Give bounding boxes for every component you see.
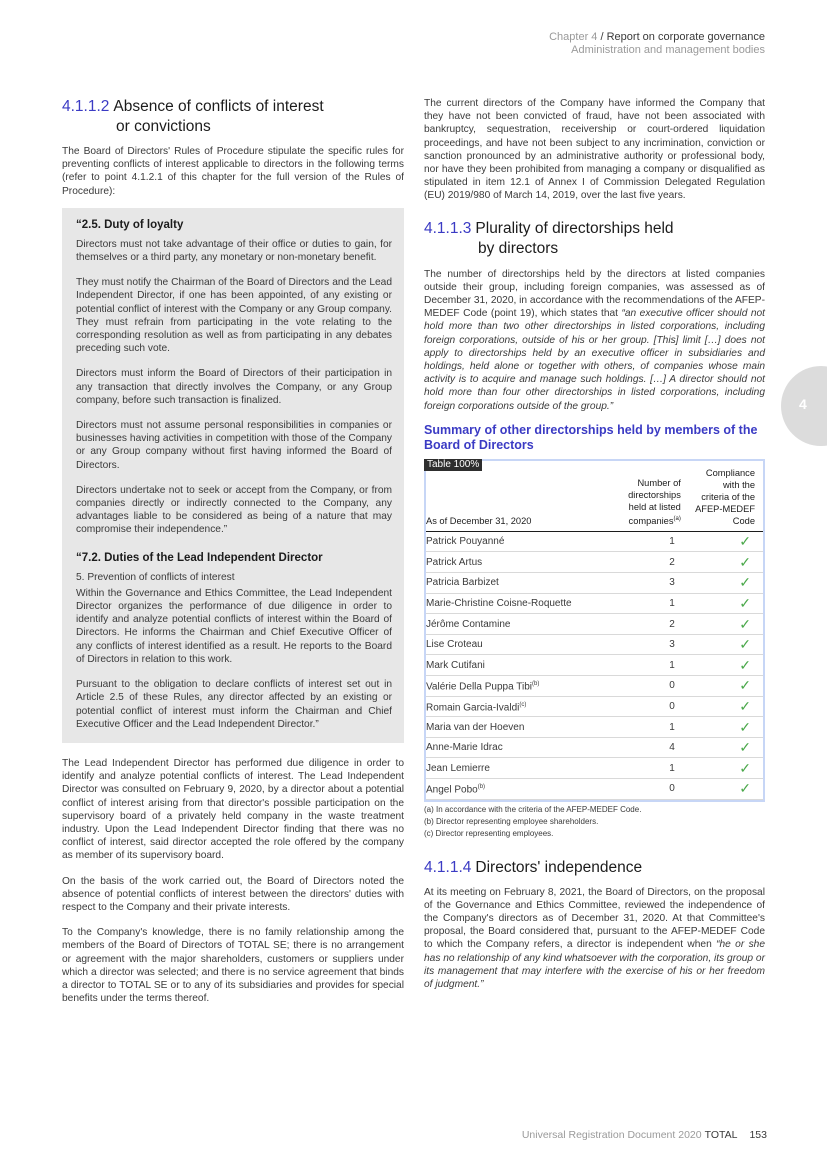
header-footnote-a: (a) <box>673 515 681 522</box>
quote-heading-lead-director: “7.2. Duties of the Lead Independent Director <box>76 551 323 564</box>
body-text: The number of directorships held by the directors at listed companies outside their group, including foreign companies, was assessed as of December 31, 2020, in accordance with the recommendations of the AFEP-MEDEF Code (point 19), which states that <box>424 268 765 320</box>
check-icon: ✓ <box>689 655 763 676</box>
table-row <box>426 552 763 573</box>
table-row <box>426 655 763 676</box>
section-title-line1: Absence of conflicts of interest <box>113 98 324 115</box>
header-compliance-l1: Compliance <box>705 467 755 478</box>
table-row <box>426 634 763 655</box>
footer-brand: TOTAL <box>704 1129 738 1141</box>
director-footnote: (c) <box>519 701 527 708</box>
chapter-title: Report on corporate governance <box>606 31 765 43</box>
directorship-count: 1 <box>615 655 689 676</box>
chapter-label: Chapter 4 <box>549 31 598 43</box>
check-icon: ✓ <box>689 737 763 758</box>
table-tag: Table 100% <box>424 459 482 471</box>
section-title: Directors' independence <box>475 858 643 876</box>
directorship-count: 1 <box>615 593 689 614</box>
header-directorships-l2: directorships <box>628 489 681 500</box>
directorship-count: 3 <box>615 573 689 594</box>
footer-document-name: Universal Registration Document 2020 <box>521 1129 702 1141</box>
check-icon: ✓ <box>689 717 763 738</box>
section-number: 4.1.1.2 <box>62 98 110 115</box>
directorship-count: 1 <box>615 717 689 738</box>
director-name: Valérie Della Puppa Tibi <box>426 681 532 693</box>
table-row <box>426 717 763 738</box>
director-name-cell <box>426 778 615 799</box>
check-icon: ✓ <box>689 552 763 573</box>
quote-paragraph: Directors must inform the Board of Directors of their participation in any transaction that directly involves the Company, or any Group company, before such transaction is finalized. <box>76 368 392 406</box>
director-name: Angel Pobo <box>426 784 478 796</box>
directorship-count: 0 <box>615 676 689 697</box>
footnote: (a) In accordance with the criteria of the AFEP-MEDEF Code. <box>424 804 642 814</box>
section-number: 4.1.1.4 <box>424 858 472 876</box>
section-title-line2: by directors <box>478 239 559 257</box>
check-icon: ✓ <box>689 758 763 779</box>
check-icon: ✓ <box>689 676 763 697</box>
directorship-count: 0 <box>615 778 689 799</box>
table-footnotes <box>424 804 765 840</box>
check-icon: ✓ <box>689 614 763 635</box>
header-compliance-l4: AFEP-MEDEF <box>695 503 755 514</box>
header-as-of: As of December 31, 2020 <box>426 461 615 532</box>
body-paragraph: The current directors of the Company have informed the Company that they have not been convicted of fraud, have not been associated with bankruptcy, sequestration, receivership or court-ordered liquidation proceedings, and have not been subject to any incrimination, conviction or sanction pronounced by an administrative authority or professional body, nor have they been prohibited from managing a company or disqualified as stipulated in item 12.1 of Annex I of Commission Delegated Regulation (EU) 2019/980 of March 14, 2019, over the last five years. <box>424 98 765 202</box>
body-paragraph: The Lead Independent Director has performed due diligence in order to identify and analyze potential conflicts of interest. The Lead Independent Director was consulted on February 9, 2020, by a director about a potential conflict of interest arising from that director's possible participation on the supervisory board of a privately held company in the waste treatment industry. Upon the Lead Independent Director finding that there was no conflict of interest, said director accepted the role offered by the company as member of its supervisory board. <box>62 757 404 862</box>
header-directorships-l3: held at listed <box>628 501 681 512</box>
director-name: Patricia Barbizet <box>426 573 615 594</box>
director-name: Anne-Marie Idrac <box>426 737 615 758</box>
check-icon: ✓ <box>689 634 763 655</box>
directorship-count: 0 <box>615 696 689 717</box>
page-number: 153 <box>749 1129 767 1141</box>
director-name: Mark Cutifani <box>426 655 615 676</box>
header-compliance-l2: with the <box>722 479 755 490</box>
check-icon: ✓ <box>689 696 763 717</box>
quote-paragraph: Directors undertake not to seek or accept from the Company, or from companies directly or indirectly connected to the Company, any advantages liable to be considered as being of a nature that may compromise their independence.” <box>76 484 392 536</box>
body-paragraph: On the basis of the work carried out, the Board of Directors noted the absence of potential conflicts of interest between the directors' duties with respect to the Company and their private interests. <box>62 875 404 913</box>
quote-paragraph: Directors must not take advantage of their office or duties to gain, for themselves or a third party, any monetary or non-monetary benefit. <box>76 238 392 264</box>
director-name: Lise Croteau <box>426 634 615 655</box>
director-name: Patrick Pouyanné <box>426 531 615 552</box>
table-row <box>426 531 763 552</box>
table-row <box>426 778 763 799</box>
body-text: At its meeting on February 8, 2021, the Board of Directors, on the proposal of the Governance and Ethics Committee, reviewed the independence of the Company's directors as of December 31, 2020. At that Committee's proposal, the Board considered that, pursuant to the AFEP-MEDEF Code to which the Company refers, a director is independent when <box>424 886 765 951</box>
table-header-row <box>426 461 763 532</box>
quote-subheading: 5. Prevention of conflicts of interest <box>76 571 235 583</box>
header-directorships-l1: Number of <box>637 477 681 488</box>
section-number: 4.1.1.3 <box>424 219 472 237</box>
director-name: Maria van der Hoeven <box>426 717 615 738</box>
right-column <box>424 97 765 991</box>
quote-heading-loyalty: “2.5. Duty of loyalty <box>76 218 184 231</box>
check-icon: ✓ <box>689 573 763 594</box>
running-header <box>549 31 765 57</box>
table-title: Summary of other directorships held by members of the Board of Directors <box>424 422 758 452</box>
body-paragraph: To the Company's knowledge, there is no family relationship among the members of the Board of Directors of TOTAL SE; there is no arrangement or agreement with the major shareholders, customers or suppliers under which a director was selected; and there is no service agreement that binds a director to TOTAL SE or to any of its subsidiaries and provides for special benefits under the terms thereof. <box>62 927 404 1005</box>
chapter-side-tab-label: 4 <box>799 396 807 412</box>
section-heading-4114 <box>424 858 765 878</box>
directorship-count: 3 <box>615 634 689 655</box>
directorship-count: 2 <box>615 552 689 573</box>
directorships-table <box>424 459 765 802</box>
director-footnote: (b) <box>477 784 486 791</box>
quote-paragraph: Within the Governance and Ethics Committee, the Lead Independent Director organizes the performance of due diligence in order to identify and analyze potential conflicts of interest within the Board of Directors. He informs the Chairman and Chief Executive Officer of any conflicts of interest identified as a result. He reports to the Board of Directors in relation to this work. <box>76 587 392 665</box>
directorship-count: 1 <box>615 531 689 552</box>
header-compliance-l5: Code <box>732 515 755 526</box>
footnote: (c) Director representing employees. <box>424 828 554 838</box>
section-heading-4113 <box>424 219 765 259</box>
director-name: Jérôme Contamine <box>426 614 615 635</box>
table-row <box>426 593 763 614</box>
directorship-count: 2 <box>615 614 689 635</box>
check-icon: ✓ <box>689 593 763 614</box>
header-separator: / <box>600 31 604 43</box>
quote-paragraph: Pursuant to the obligation to declare conflicts of interest set out in Article 2.5 of these Rules, any director affected by an existing or potential conflict of interest must inform the Chairman and Chief Executive Officer and the Lead Independent Director.” <box>76 679 392 730</box>
section-title-line2: or convictions <box>116 118 211 135</box>
table-row <box>426 573 763 594</box>
left-column <box>62 97 404 1005</box>
director-name-cell <box>426 696 615 717</box>
directorship-count: 1 <box>615 758 689 779</box>
director-name-cell <box>426 676 615 697</box>
table-row <box>426 758 763 779</box>
table-row <box>426 676 763 697</box>
header-directorships-l4: companies <box>628 515 674 526</box>
check-icon: ✓ <box>689 531 763 552</box>
director-footnote: (b) <box>532 681 540 688</box>
quote-paragraph: Directors must not assume personal responsibilities in companies or businesses having activities in competition with those of the Company or any Group company without first having informed the Board of Directors. <box>76 420 392 471</box>
body-quote: “he or she has no relationship of any kind whatsoever with the corporation, its group or its management that may interfere with the exercise of his or her freedom of judgment.” <box>424 939 765 990</box>
body-quote: “an executive officer should not hold more than two other directorships in listed corporations, including foreign corporations, outside of his or her group. [This] limit […] does not apply to directorships held by an executive officer in subsidiaries and holdings, held alone or together with others, of companies whose main activity is to acquire and manage such holdings. […] A director should not hold more than four other directorships in listed corporations, including foreign corporations outside of the group.” <box>424 308 765 412</box>
director-name: Patrick Artus <box>426 552 615 573</box>
page-footer <box>522 1129 767 1141</box>
footnote: (b) Director representing employee shareholders. <box>424 816 599 826</box>
table-row <box>426 737 763 758</box>
body-paragraph <box>424 886 765 992</box>
director-name: Marie-Christine Coisne-Roquette <box>426 593 615 614</box>
header-compliance-l3: criteria of the <box>701 491 755 502</box>
check-icon: ✓ <box>689 778 763 799</box>
table-row <box>426 614 763 635</box>
quote-paragraph: They must notify the Chairman of the Board of Directors and the Lead Independent Director, if one has been appointed, of any existing or potential conflict of interest with the Company or any Group company. They must refrain from participating in the vote relating to the corresponding resolution as well as from participating in any debates preceding such vote. <box>76 277 392 355</box>
section-heading-4112 <box>62 97 404 137</box>
director-name: Jean Lemierre <box>426 758 615 779</box>
header-directorships <box>615 461 689 532</box>
after-box-text <box>62 757 404 1005</box>
section-title-line1: Plurality of directorships held <box>475 219 674 237</box>
rules-quote-box <box>62 208 404 743</box>
body-paragraph <box>424 268 765 413</box>
chapter-subtitle: Administration and management bodies <box>571 44 765 56</box>
chapter-side-tab <box>781 366 827 446</box>
director-name: Romain Garcia-Ivaldi <box>426 702 520 714</box>
table-row <box>426 696 763 717</box>
intro-paragraph: The Board of Directors' Rules of Procedure stipulate the specific rules for preventing conflicts of interest applicable to directors in the following terms (refer to point 4.1.2.1 of this chapter for the full version of the Rules of Procedure): <box>62 146 404 197</box>
header-compliance <box>689 461 763 532</box>
directorship-count: 4 <box>615 737 689 758</box>
